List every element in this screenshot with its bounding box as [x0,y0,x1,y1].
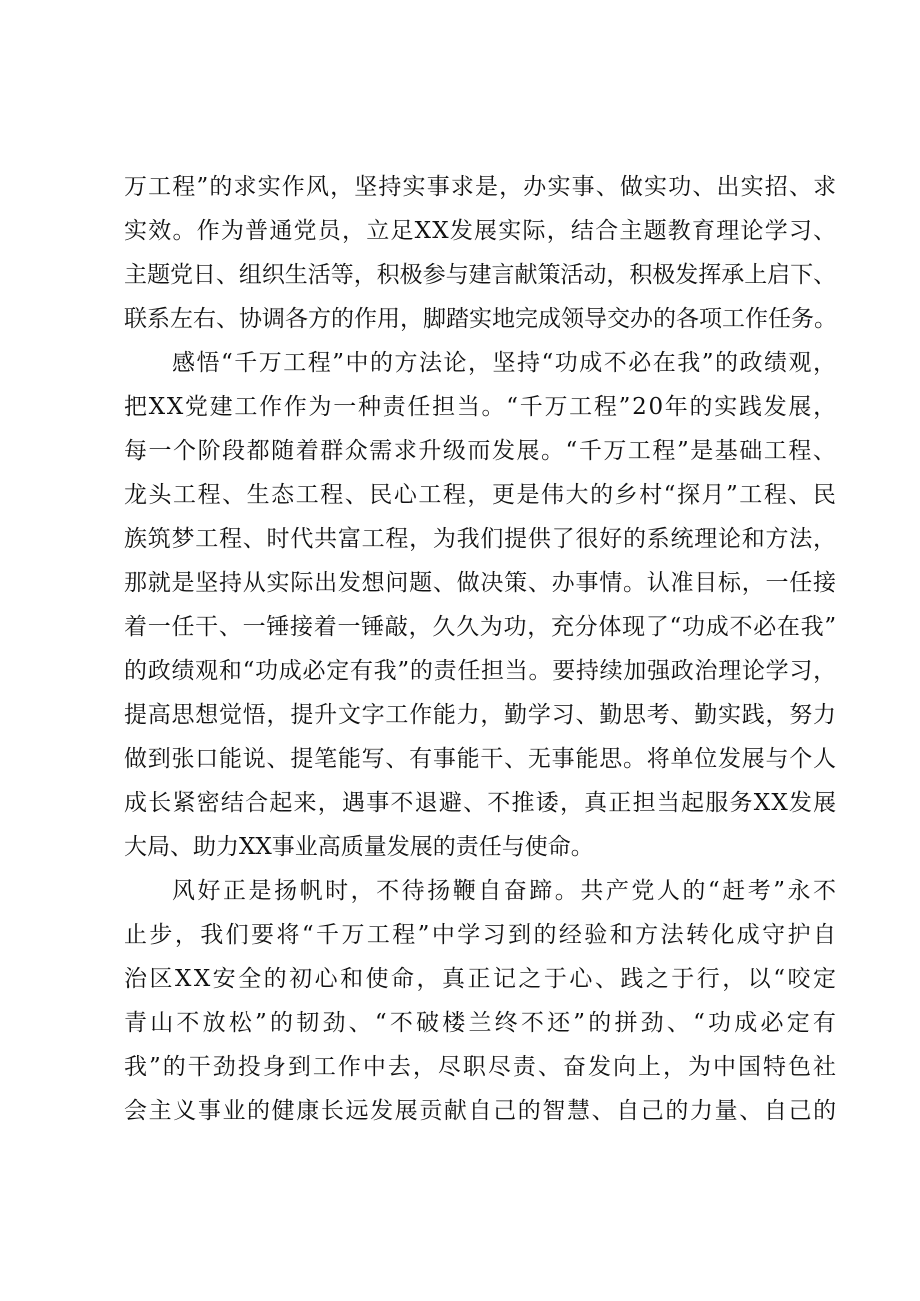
paragraph-2-line-4: 龙头工程、生态工程、民心工程，更是伟大的乡村“探月”工程、民 [124,482,838,508]
paragraph-2-line-8: 的政绩观和“功成必定有我”的责任担当。要持续加强政治理论学习， [124,658,837,684]
paragraph-3-line-3: 治区XX安全的初心和使命，真正记之于心、践之于行，以“咬定 [124,966,839,992]
paragraph-2-line-12: 大局、助力XX事业高质量发展的责任与使命。 [124,834,594,860]
paragraph-3-line-1: 风好正是扬帆时，不待扬鞭自奋蹄。共产党人的“赶考”永不 [172,878,839,904]
paragraph-2-line-11: 成长紧密结合起来，遇事不退避、不推诿，真正担当起服务XX发展 [124,790,838,816]
paragraph-3-line-2: 止步，我们要将“千万工程”中学习到的经验和方法转化成守护自 [124,922,839,948]
paragraph-2-line-3: 每一个阶段都随着群众需求升级而发展。“千万工程”是基础工程、 [124,438,838,464]
paragraph-2-line-1: 感悟“千万工程”中的方法论，坚持“功成不必在我”的政绩观， [172,350,838,376]
paragraph-3-line-5: 我”的干劲投身到工作中去，尽职尽责、奋发向上，为中国特色社 [124,1054,839,1080]
paragraph-1-line-3: 主题党日、组织生活等，积极参与建言献策活动，积极发挥承上启下、 [124,262,837,288]
paragraph-3-line-6: 会主义事业的健康长远发展贡献自己的智慧、自己的力量、自己的 [124,1098,838,1124]
paragraph-1-line-1: 万工程”的求实作风，坚持实事求是，办实事、做实功、出实招、求 [124,174,838,200]
paragraph-2-line-6: 那就是坚持从实际出发想问题、做决策、办事情。认准目标，一任接 [124,570,837,596]
paragraph-1-line-2: 实效。作为普通党员，立足XX发展实际，结合主题教育理论学习、 [124,218,838,244]
paragraph-2-line-7: 着一任干、一锤接着一锤敲，久久为功，充分体现了“功成不必在我” [124,614,837,640]
paragraph-2-line-10: 做到张口能说、提笔能写、有事能干、无事能思。将单位发展与个人 [124,746,837,772]
paragraph-2-line-9: 提高思想觉悟，提升文字工作能力，勤学习、勤思考、勤实践，努力 [124,702,837,728]
paragraph-1-line-4: 联系左右、协调各方的作用，脚踏实地完成领导交办的各项工作任务。 [124,306,837,332]
paragraph-2-line-2: 把XX党建工作作为一种责任担当。“千万工程”20年的实践发展， [124,394,838,420]
paragraph-2-line-5: 族筑梦工程、时代共富工程，为我们提供了很好的系统理论和方法， [124,526,837,552]
paragraph-3-line-4: 青山不放松”的韧劲、“不破楼兰终不还”的拼劲、“功成必定有 [124,1010,840,1036]
